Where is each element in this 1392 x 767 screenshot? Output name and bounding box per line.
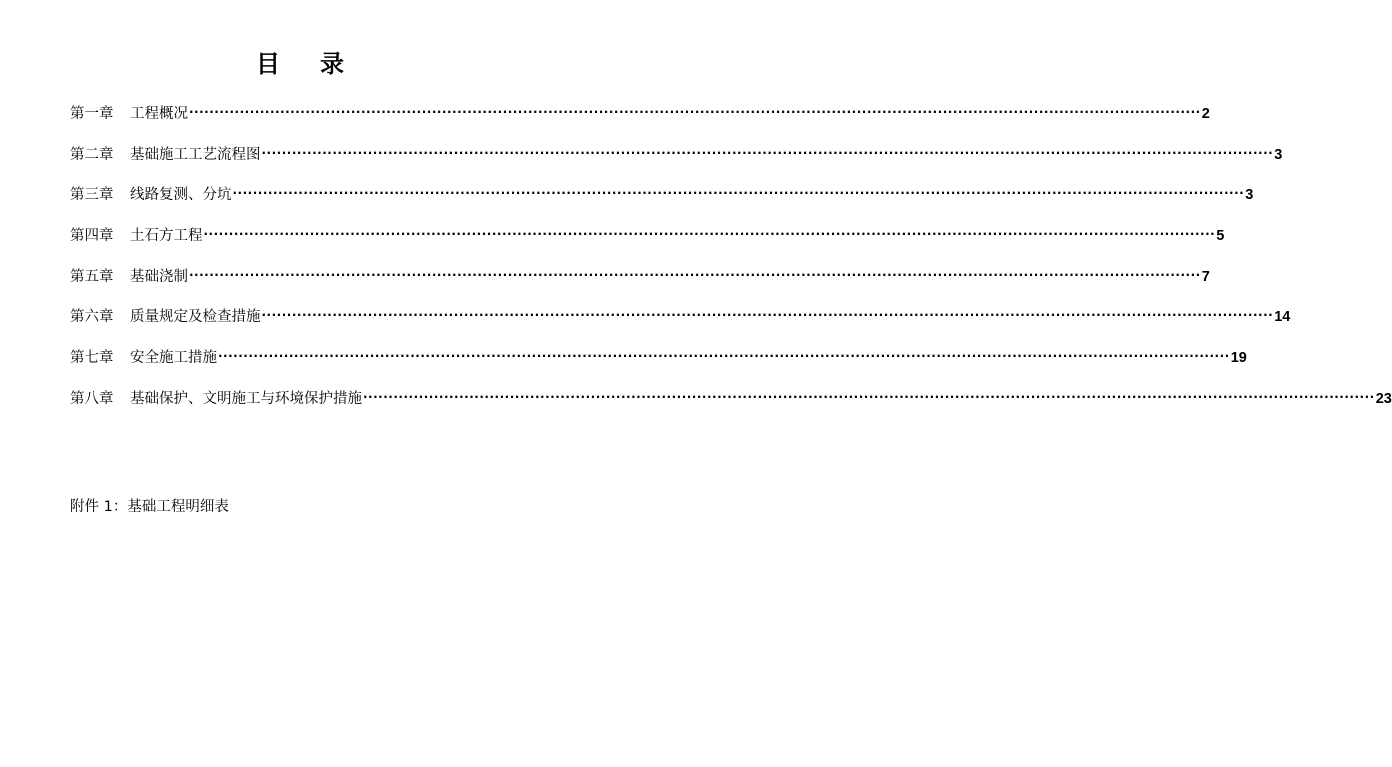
- toc-page-number: 2: [1201, 106, 1210, 122]
- toc-page-number: 3: [1274, 146, 1283, 163]
- toc-chapter: 第八章: [70, 390, 114, 407]
- toc-leader: ········································································································································································································: [261, 145, 1274, 160]
- toc-title: 土石方工程: [130, 228, 203, 245]
- toc-title: 工程概况: [130, 106, 188, 122]
- toc-entry-5[interactable]: [70, 265, 1210, 306]
- toc-page-number: 19: [1230, 350, 1247, 367]
- toc-leader: ········································································································································································································: [363, 389, 1375, 404]
- toc-title: 安全施工措施: [130, 350, 217, 367]
- toc-entry-7[interactable]: [70, 346, 1247, 387]
- toc-entry-8[interactable]: [70, 387, 1392, 428]
- toc-entry-2[interactable]: [70, 143, 1283, 184]
- toc-chapter: 第二章: [70, 146, 114, 163]
- toc-chapter: 第五章: [70, 268, 114, 285]
- toc-leader: ········································································································································································································: [189, 267, 1201, 282]
- toc-chapter: 第七章: [70, 350, 114, 367]
- toc-entry-4[interactable]: [70, 224, 1225, 265]
- toc-leader: ········································································································································································································: [261, 308, 1274, 323]
- toc-title: 线路复测、分坑: [130, 187, 232, 204]
- toc-title: 基础浇制: [130, 268, 188, 285]
- toc-chapter: 第四章: [70, 228, 114, 245]
- table-of-contents: [70, 102, 1392, 428]
- toc-leader: ········································································································································································································: [189, 105, 1201, 119]
- title-char-1: 目: [256, 50, 280, 78]
- page-title: [0, 44, 600, 79]
- toc-page-number: 7: [1201, 268, 1210, 285]
- toc-title: 质量规定及检查措施: [130, 309, 261, 326]
- toc-chapter: 第三章: [70, 187, 114, 204]
- toc-leader: ········································································································································································································: [203, 227, 1216, 242]
- attachment-note: 附件 1：基础工程明细表: [70, 499, 229, 515]
- toc-entry-1[interactable]: [70, 102, 1210, 143]
- toc-page-number: 5: [1216, 228, 1225, 245]
- toc-entry-3[interactable]: [70, 183, 1254, 224]
- toc-title: 基础施工工艺流程图: [130, 146, 261, 163]
- toc-page-number: 3: [1245, 187, 1254, 204]
- toc-leader: ········································································································································································································: [218, 349, 1230, 364]
- toc-chapter: 第六章: [70, 309, 114, 326]
- toc-page-number: 23: [1375, 390, 1392, 407]
- toc-entry-6[interactable]: [70, 305, 1291, 346]
- toc-page-number: 14: [1274, 309, 1291, 326]
- toc-chapter: 第一章: [70, 106, 114, 122]
- title-char-2: 录: [320, 50, 344, 78]
- toc-leader: ········································································································································································································: [232, 186, 1245, 201]
- toc-title: 基础保护、文明施工与环境保护措施: [130, 390, 362, 407]
